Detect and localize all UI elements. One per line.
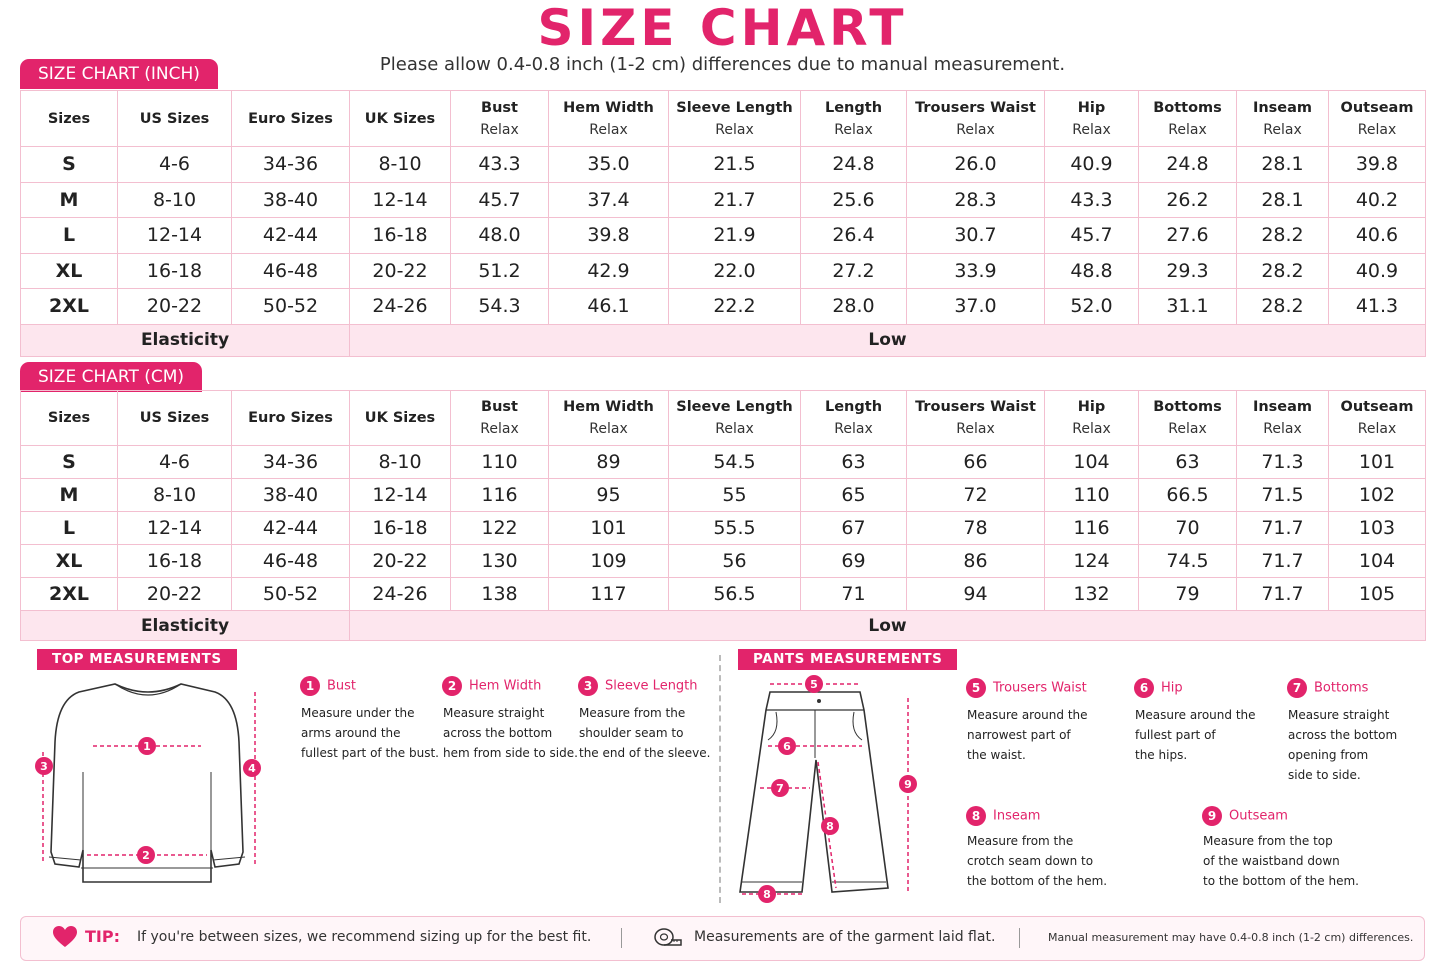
col-header: Hip Relax [1045, 91, 1139, 147]
table-cell: 46-48 [232, 545, 350, 578]
tip-separator-2 [1019, 928, 1020, 948]
table-cell: 22.2 [669, 289, 801, 325]
table-cell: 16-18 [118, 545, 232, 578]
marker-8b-icon [821, 817, 839, 835]
table-cell: 35.0 [549, 147, 669, 183]
col-header: Hip Relax [1045, 391, 1139, 446]
col-header: Inseam Relax [1237, 91, 1329, 147]
table-row [21, 147, 1426, 183]
table-cell: 54.5 [669, 446, 801, 479]
table-cell: 69 [801, 545, 907, 578]
table-cell: 70 [1139, 512, 1237, 545]
table-cell: 66 [907, 446, 1045, 479]
table-cell: 71.3 [1237, 446, 1329, 479]
table-cell: 55.5 [669, 512, 801, 545]
table-cell: 110 [451, 446, 549, 479]
marker-1-icon [138, 737, 156, 755]
table-cell: 8-10 [118, 182, 232, 218]
tip-text: If you're between sizes, we recommend sizing up for the best fit. [137, 929, 592, 945]
table-cell: 63 [801, 446, 907, 479]
tape-measure-icon [653, 926, 683, 948]
table-cell: 25.6 [801, 182, 907, 218]
table-cell: 43.3 [451, 147, 549, 183]
table-cell: 40.9 [1045, 147, 1139, 183]
col-header: Length Relax [801, 91, 907, 147]
col-header: Bottoms Relax [1139, 91, 1237, 147]
table-row [21, 545, 1426, 578]
bust-title: 1 Bust [300, 676, 356, 696]
svg-text:1: 1 [143, 740, 151, 753]
bottoms-title: 7 Bottoms [1287, 678, 1368, 698]
size-cell: S [21, 446, 118, 479]
table-cell: 24-26 [350, 289, 451, 325]
trousers-waist-desc: Measure around the narrowest part of the waist. [967, 708, 1088, 762]
marker-5-icon [805, 675, 823, 693]
col-header: Outseam Relax [1329, 391, 1426, 446]
table-cell: 138 [451, 578, 549, 611]
svg-text:9: 9 [904, 778, 912, 791]
table-cell: 4-6 [118, 446, 232, 479]
table-cell: 28.1 [1237, 147, 1329, 183]
table-cell: 102 [1329, 479, 1426, 512]
inseam-desc: Measure from the crotch seam down to the bottom of the hem. [967, 834, 1108, 888]
table-cell: 124 [1045, 545, 1139, 578]
outseam-title: 9 Outseam [1202, 806, 1288, 826]
cm-size-table [20, 390, 1426, 641]
table-cell: 8-10 [350, 147, 451, 183]
bust-desc: Measure under the arms around the fullest part of the bust. [301, 706, 439, 760]
col-header: Bottoms Relax [1139, 391, 1237, 446]
table-cell: 103 [1329, 512, 1426, 545]
table-cell: 20-22 [350, 545, 451, 578]
table-cell: 16-18 [350, 218, 451, 254]
table-cell: 40.6 [1329, 218, 1426, 254]
table-cell: 43.3 [1045, 182, 1139, 218]
col-header: Hem Width Relax [549, 391, 669, 446]
table-cell: 27.2 [801, 253, 907, 289]
table-cell: 8-10 [350, 446, 451, 479]
table-cell: 89 [549, 446, 669, 479]
sleeve-length-desc: Measure from the shoulder seam to the end of the sleeve. [579, 706, 711, 760]
table-cell: 22.0 [669, 253, 801, 289]
table-cell: 66.5 [1139, 479, 1237, 512]
table-row [21, 289, 1426, 325]
col-header: Bust Relax [451, 391, 549, 446]
table-cell: 122 [451, 512, 549, 545]
table-cell: 54.3 [451, 289, 549, 325]
elasticity-value: Low [350, 611, 1426, 641]
table-cell: 101 [549, 512, 669, 545]
table-cell: 26.2 [1139, 182, 1237, 218]
size-cell: XL [21, 253, 118, 289]
table-cell: 29.3 [1139, 253, 1237, 289]
table-cell: 48.8 [1045, 253, 1139, 289]
col-header: Trousers Waist Relax [907, 391, 1045, 446]
table-cell: 71.5 [1237, 479, 1329, 512]
table-cell: 79 [1139, 578, 1237, 611]
col-header: Euro Sizes [232, 91, 350, 147]
table-cell: 104 [1329, 545, 1426, 578]
elasticity-row [21, 611, 1426, 641]
marker-6-icon [778, 737, 796, 755]
table-cell: 28.2 [1237, 218, 1329, 254]
table-cell: 26.4 [801, 218, 907, 254]
table-cell: 24-26 [350, 578, 451, 611]
col-header: US Sizes [118, 391, 232, 446]
table-cell: 40.2 [1329, 182, 1426, 218]
col-header: Trousers Waist Relax [907, 91, 1045, 147]
inch-table-tab: SIZE CHART (INCH) [20, 59, 218, 89]
table-cell: 16-18 [118, 253, 232, 289]
bottoms-desc: Measure straight across the bottom opening from side to side. [1288, 708, 1398, 782]
table-cell: 71.7 [1237, 545, 1329, 578]
table-cell: 95 [549, 479, 669, 512]
table-row [21, 218, 1426, 254]
table-cell: 38-40 [232, 479, 350, 512]
table-cell: 110 [1045, 479, 1139, 512]
table-cell: 24.8 [1139, 147, 1237, 183]
tip-text-manual: Manual measurement may have 0.4-0.8 inch (1-2 cm) differences. [1048, 931, 1414, 944]
table-cell: 12-14 [350, 182, 451, 218]
col-header: Hem Width Relax [549, 91, 669, 147]
table-cell: 48.0 [451, 218, 549, 254]
table-cell: 28.3 [907, 182, 1045, 218]
table-cell: 40.9 [1329, 253, 1426, 289]
table-cell: 21.7 [669, 182, 801, 218]
col-header: UK Sizes [350, 91, 451, 147]
table-cell: 46-48 [232, 253, 350, 289]
table-cell: 31.1 [1139, 289, 1237, 325]
table-cell: 130 [451, 545, 549, 578]
table-cell: 56 [669, 545, 801, 578]
elasticity-label: Elasticity [21, 611, 350, 641]
svg-text:7: 7 [776, 782, 784, 795]
table-cell: 72 [907, 479, 1045, 512]
tip-text-flat: Measurements are of the garment laid flat. [694, 929, 996, 945]
table-cell: 71 [801, 578, 907, 611]
svg-text:6: 6 [783, 740, 791, 753]
table-cell: 20-22 [118, 289, 232, 325]
table-cell: 74.5 [1139, 545, 1237, 578]
table-cell: 39.8 [549, 218, 669, 254]
table-cell: 42.9 [549, 253, 669, 289]
table-cell: 50-52 [232, 578, 350, 611]
table-cell: 28.2 [1237, 289, 1329, 325]
table-cell: 16-18 [350, 512, 451, 545]
col-header: Length Relax [801, 391, 907, 446]
table-cell: 56.5 [669, 578, 801, 611]
table-cell: 55 [669, 479, 801, 512]
marker-4-icon [243, 759, 261, 777]
col-header: Euro Sizes [232, 391, 350, 446]
size-cell: XL [21, 545, 118, 578]
table-cell: 38-40 [232, 182, 350, 218]
table-cell: 50-52 [232, 289, 350, 325]
table-cell: 116 [451, 479, 549, 512]
marker-7-icon [771, 779, 789, 797]
table-cell: 34-36 [232, 147, 350, 183]
table-row [21, 512, 1426, 545]
svg-text:5: 5 [810, 678, 818, 691]
table-cell: 24.8 [801, 147, 907, 183]
page-subtitle: Please allow 0.4-0.8 inch (1-2 cm) differences due to manual measurement. [379, 54, 1066, 75]
table-row [21, 446, 1426, 479]
table-cell: 37.0 [907, 289, 1045, 325]
section-divider [719, 655, 721, 903]
table-cell: 8-10 [118, 479, 232, 512]
tip-separator [621, 928, 622, 948]
table-cell: 30.7 [907, 218, 1045, 254]
table-cell: 46.1 [549, 289, 669, 325]
table-row [21, 253, 1426, 289]
table-cell: 45.7 [1045, 218, 1139, 254]
table-cell: 33.9 [907, 253, 1045, 289]
size-cell: L [21, 512, 118, 545]
table-cell: 67 [801, 512, 907, 545]
tip-label: TIP: [85, 927, 120, 946]
pants-outline-icon [740, 692, 888, 892]
svg-text:3: 3 [40, 760, 48, 773]
col-header: Bust Relax [451, 91, 549, 147]
table-cell: 21.9 [669, 218, 801, 254]
table-cell: 26.0 [907, 147, 1045, 183]
marker-8-icon [758, 885, 776, 903]
table-cell: 132 [1045, 578, 1139, 611]
table-cell: 109 [549, 545, 669, 578]
col-header: Sizes [21, 91, 118, 147]
hem-width-desc: Measure straight across the bottom hem from side to side. [443, 706, 578, 760]
table-cell: 94 [907, 578, 1045, 611]
size-cell: 2XL [21, 289, 118, 325]
page-title: SIZE CHART [537, 0, 908, 57]
trousers-waist-title: 5 Trousers Waist [966, 678, 1087, 698]
table-cell: 101 [1329, 446, 1426, 479]
table-row [21, 578, 1426, 611]
table-cell: 78 [907, 512, 1045, 545]
marker-9-icon [899, 775, 917, 793]
hip-desc: Measure around the fullest part of the hips. [1135, 708, 1256, 762]
table-cell: 42-44 [232, 218, 350, 254]
elasticity-label: Elasticity [21, 324, 350, 356]
table-cell: 12-14 [350, 479, 451, 512]
pants-diagram [722, 670, 947, 910]
table-cell: 4-6 [118, 147, 232, 183]
hem-width-title: 2 Hem Width [442, 676, 541, 696]
size-cell: S [21, 147, 118, 183]
table-cell: 37.4 [549, 182, 669, 218]
elasticity-row [21, 324, 1426, 356]
outseam-desc: Measure from the top of the waistband down to the bottom of the hem. [1203, 834, 1359, 888]
table-cell: 117 [549, 578, 669, 611]
pants-measurements-label: PANTS MEASUREMENTS [738, 649, 957, 670]
table-cell: 39.8 [1329, 147, 1426, 183]
table-cell: 28.2 [1237, 253, 1329, 289]
table-cell: 34-36 [232, 446, 350, 479]
marker-2-icon [137, 846, 155, 864]
heart-icon [52, 925, 78, 949]
table-cell: 51.2 [451, 253, 549, 289]
col-header: Sizes [21, 391, 118, 446]
table-cell: 20-22 [118, 578, 232, 611]
col-header: UK Sizes [350, 391, 451, 446]
svg-text:4: 4 [248, 762, 256, 775]
table-cell: 27.6 [1139, 218, 1237, 254]
table-cell: 104 [1045, 446, 1139, 479]
col-header: Sleeve Length Relax [669, 391, 801, 446]
table-cell: 116 [1045, 512, 1139, 545]
table-cell: 105 [1329, 578, 1426, 611]
table-cell: 28.0 [801, 289, 907, 325]
table-cell: 52.0 [1045, 289, 1139, 325]
col-header: Outseam Relax [1329, 91, 1426, 147]
size-cell: M [21, 479, 118, 512]
cm-table-tab: SIZE CHART (CM) [20, 362, 202, 392]
col-header: Inseam Relax [1237, 391, 1329, 446]
table-row [21, 182, 1426, 218]
table-row [21, 479, 1426, 512]
sleeve-length-title: 3 Sleeve Length [578, 676, 698, 696]
table-cell: 41.3 [1329, 289, 1426, 325]
elasticity-value: Low [350, 324, 1426, 356]
table-cell: 21.5 [669, 147, 801, 183]
table-cell: 20-22 [350, 253, 451, 289]
table-cell: 86 [907, 545, 1045, 578]
table-cell: 71.7 [1237, 512, 1329, 545]
inseam-title: 8 Inseam [966, 806, 1040, 826]
table-cell: 12-14 [118, 218, 232, 254]
inch-size-table [20, 90, 1426, 357]
size-cell: L [21, 218, 118, 254]
table-cell: 63 [1139, 446, 1237, 479]
size-cell: 2XL [21, 578, 118, 611]
table-cell: 45.7 [451, 182, 549, 218]
table-cell: 12-14 [118, 512, 232, 545]
svg-text:2: 2 [142, 849, 150, 862]
marker-3-icon [35, 757, 53, 775]
size-cell: M [21, 182, 118, 218]
sweater-diagram [15, 672, 280, 897]
hip-title: 6 Hip [1134, 678, 1183, 698]
col-header: US Sizes [118, 91, 232, 147]
table-cell: 71.7 [1237, 578, 1329, 611]
table-cell: 65 [801, 479, 907, 512]
table-cell: 28.1 [1237, 182, 1329, 218]
svg-text:8: 8 [826, 820, 834, 833]
svg-text:8: 8 [763, 888, 771, 901]
top-measurements-label: TOP MEASUREMENTS [37, 649, 237, 670]
col-header: Sleeve Length Relax [669, 91, 801, 147]
table-cell: 42-44 [232, 512, 350, 545]
